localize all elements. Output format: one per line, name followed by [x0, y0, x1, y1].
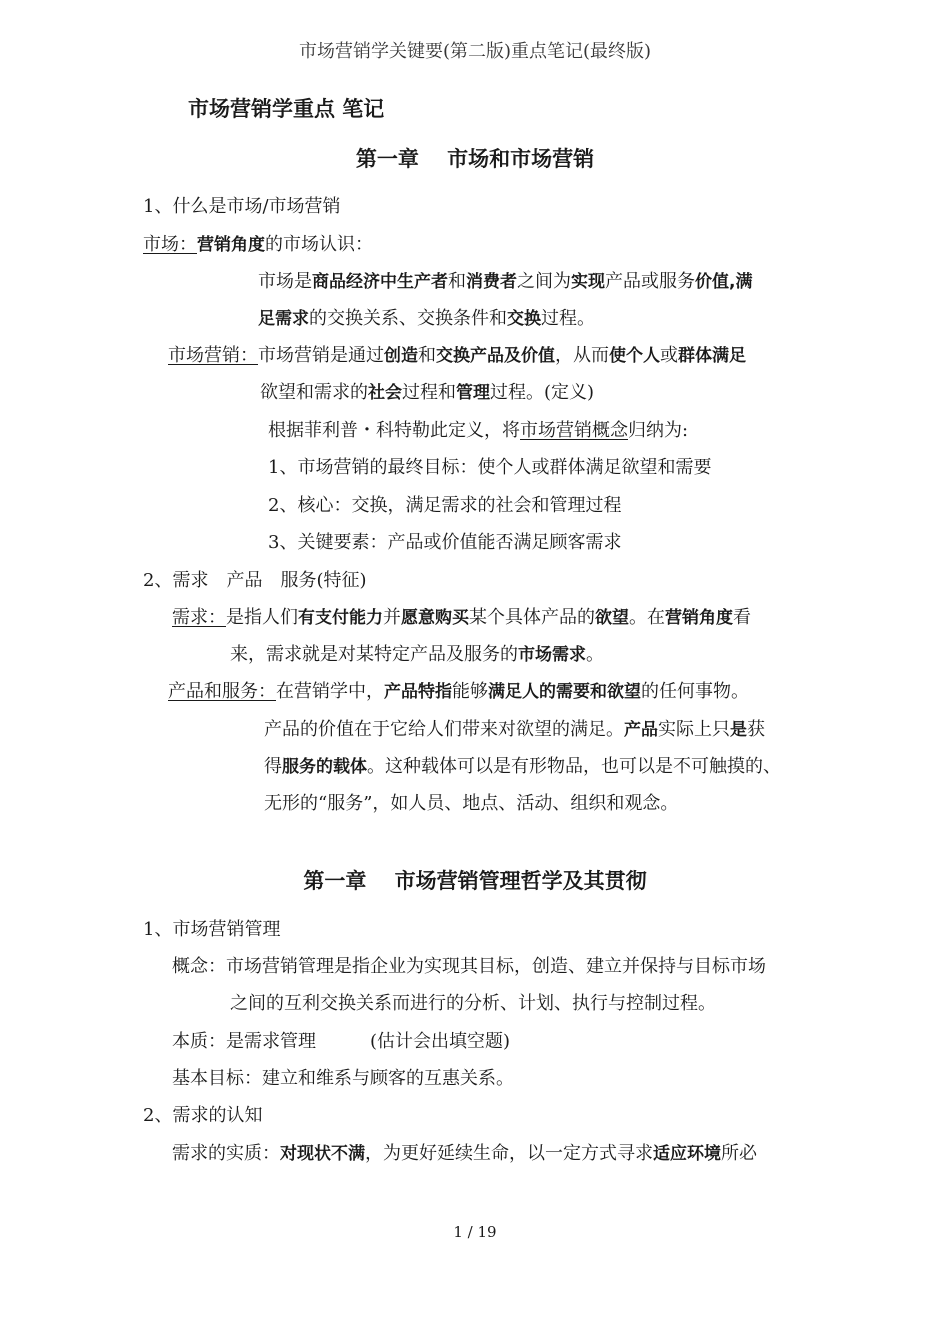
chapter-1-title: 第一章 市场和市场营销	[355, 147, 595, 171]
list-item: 1、市场营销的最终目标：使个人或群体满足欲望和需要	[268, 457, 712, 478]
term-label: 产品和服务：	[168, 681, 276, 702]
paragraph-line: 得服务的载体。这种载体可以是有形物品，也可以是不可触摸的、	[264, 756, 781, 777]
paragraph-line: 需求的实质：对现状不满，为更好延续生命，以一定方式寻求适应环境所必	[172, 1143, 757, 1164]
chapter-2-title: 第一章 市场营销管理哲学及其贯彻	[303, 869, 647, 893]
section-heading: 2、需求的认知	[143, 1105, 263, 1126]
paragraph-line: 来，需求就是对某特定产品及服务的市场需求。	[230, 644, 604, 665]
paragraph-line: 市场：营销角度的市场认识：	[143, 234, 373, 255]
paragraph-line: 市场营销：市场营销是通过创造和交换产品及价值，从而使个人或群体满足	[168, 345, 746, 366]
paragraph-line: 产品和服务：在营销学中，产品特指能够满足人的需要和欲望的任何事物。	[168, 681, 749, 702]
paragraph-line: 基本目标：建立和维系与顾客的互惠关系。	[172, 1068, 514, 1089]
list-item: 3、关键要素：产品或价值能否满足顾客需求	[268, 532, 622, 553]
paragraph-line: 本质：是需求管理 (估计会出填空题)	[172, 1031, 511, 1052]
running-header: 市场营销学关键要(第二版)重点笔记(最终版)	[298, 41, 652, 62]
term-label: 市场：	[143, 234, 197, 255]
paragraph-line: 市场是商品经济中生产者和消费者之间为实现产品或服务价值,满	[258, 271, 753, 292]
document-title: 市场营销学重点 笔记	[188, 97, 385, 121]
paragraph-line: 欲望和需求的社会过程和管理过程。(定义)	[260, 382, 595, 403]
section-heading: 2、需求 产品 服务(特征)	[143, 570, 367, 591]
paragraph-line: 概念：市场营销管理是指企业为实现其目标，创造、建立并保持与目标市场	[172, 956, 766, 977]
section-heading: 1、市场营销管理	[143, 919, 281, 940]
section-heading: 1、什么是市场/市场营销	[143, 196, 341, 217]
paragraph-line: 产品的价值在于它给人们带来对欲望的满足。产品实际上只是获	[264, 719, 765, 740]
paragraph-line: 足需求的交换关系、交换条件和交换过程。	[258, 308, 595, 329]
paragraph-line: 之间的互利交换关系而进行的分析、计划、执行与控制过程。	[230, 993, 716, 1014]
paragraph-line: 需求：是指人们有支付能力并愿意购买某个具体产品的欲望。在营销角度看	[172, 607, 751, 628]
page-number: 1 / 19	[453, 1223, 497, 1241]
bold-term: 营销角度	[197, 235, 265, 255]
paragraph-line: 无形的“服务”，如人员、地点、活动、组织和观念。	[264, 793, 679, 814]
list-item: 2、核心：交换，满足需求的社会和管理过程	[268, 495, 622, 516]
term-label: 需求：	[172, 607, 226, 628]
paragraph-line: 根据菲利普・科特勒此定义，将市场营销概念归纳为:	[268, 420, 689, 441]
term-label: 市场营销：	[168, 345, 258, 366]
